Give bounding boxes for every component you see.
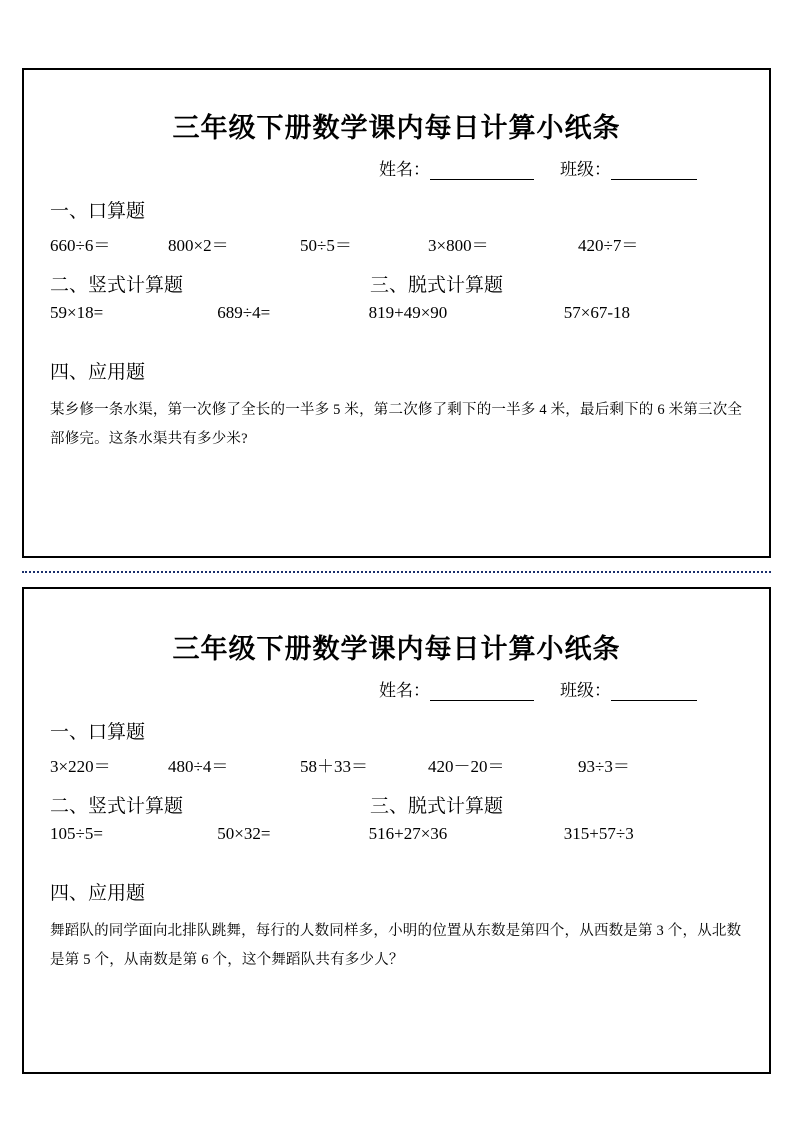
oral-problem: 58＋33＝ [300, 757, 368, 776]
worksheet-sheet-2 [22, 587, 771, 1074]
section-heading-word-problem: 四、应用题 [50, 362, 146, 383]
calculation-problem-row [50, 824, 743, 844]
vertical-problem: 105÷5= [50, 824, 103, 843]
oral-problem: 93÷3＝ [578, 757, 630, 776]
section-heading-expression: 三、脱式计算题 [370, 275, 504, 296]
student-info-row [50, 155, 743, 180]
class-label: 班级： [560, 160, 611, 179]
section-heading-oral: 一、口算题 [50, 722, 146, 743]
section-heading-vertical: 二、竖式计算题 [50, 275, 184, 296]
expression-problem: 819+49×90 [368, 303, 448, 322]
word-problem-text: 某乡修一条水渠，第一次修了全长的一半多 5 米，第二次修了剩下的一半多 4 米，最后剩下的 6 米第三次全部修完。这条水渠共有多少米? [50, 402, 743, 447]
section-heading-vertical: 二、竖式计算题 [50, 796, 184, 817]
oral-problem-row [50, 752, 743, 777]
page-title: 三年级下册数学课内每日计算小纸条 [172, 113, 621, 144]
oral-problem-row [50, 231, 743, 256]
name-field[interactable] [379, 155, 534, 180]
name-input-blank[interactable] [430, 162, 534, 180]
vertical-problem: 50×32= [217, 824, 271, 843]
class-input-blank[interactable] [611, 683, 697, 701]
section-heading-expression: 三、脱式计算题 [370, 796, 504, 817]
oral-problem: 420－20＝ [428, 757, 505, 776]
expression-problem: 57×67-18 [563, 303, 631, 322]
section-heading-word-problem: 四、应用题 [50, 883, 146, 904]
class-field[interactable] [560, 155, 697, 180]
oral-problem: 3×800＝ [428, 236, 489, 255]
vertical-problem: 59×18= [50, 303, 104, 322]
oral-problem: 50÷5＝ [300, 236, 352, 255]
section-headings-row [50, 791, 743, 818]
class-field[interactable] [560, 676, 697, 701]
page-title: 三年级下册数学课内每日计算小纸条 [172, 634, 621, 665]
name-field[interactable] [379, 676, 534, 701]
section-heading-oral: 一、口算题 [50, 201, 146, 222]
oral-problem: 480÷4＝ [168, 757, 229, 776]
calculation-problem-row [50, 303, 743, 323]
student-info-row [50, 676, 743, 701]
cut-line-divider [22, 571, 771, 573]
oral-problem: 420÷7＝ [578, 236, 639, 255]
word-problem-text: 舞蹈队的同学面向北排队跳舞，每行的人数同样多，小明的位置从东数是第四个，从西数是第 3 个，从北数是第 5 个，从南数是第 6 个，这个舞蹈队共有多少人？ [50, 923, 742, 968]
name-input-blank[interactable] [430, 683, 534, 701]
oral-problem: 800×2＝ [168, 236, 229, 255]
expression-problem: 315+57÷3 [563, 824, 634, 843]
class-input-blank[interactable] [611, 162, 697, 180]
oral-problem: 3×220＝ [50, 757, 111, 776]
expression-problem: 516+27×36 [368, 824, 448, 843]
vertical-problem: 689÷4= [217, 303, 271, 322]
section-headings-row [50, 270, 743, 297]
worksheet-sheet-1 [22, 68, 771, 558]
class-label: 班级： [560, 681, 611, 700]
name-label: 姓名： [379, 160, 430, 179]
oral-problem: 660÷6＝ [50, 236, 111, 255]
name-label: 姓名： [379, 681, 430, 700]
